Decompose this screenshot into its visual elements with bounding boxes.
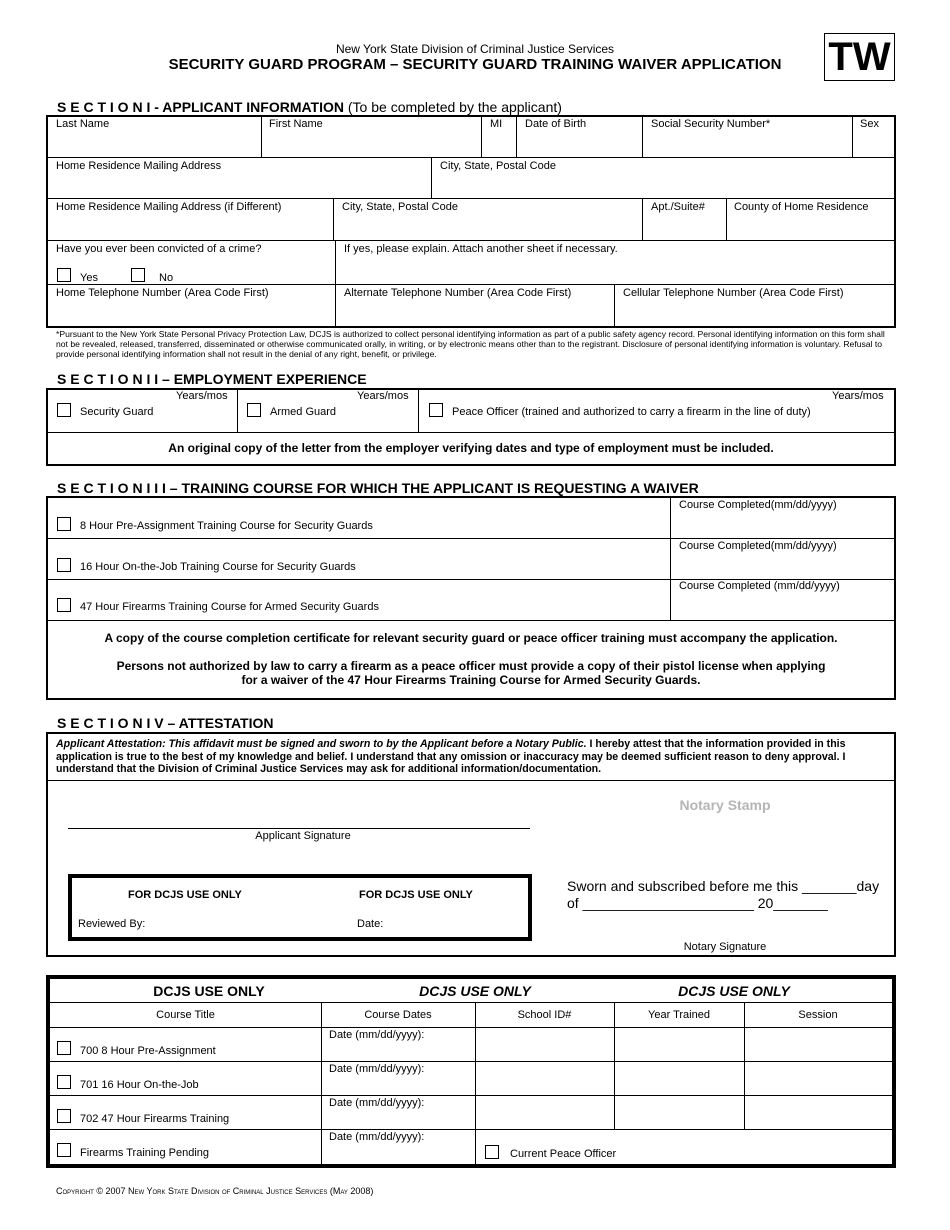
explain-field[interactable]: If yes, please explain. Attach another sheet if necessary. xyxy=(344,243,618,255)
form-code-badge: TW xyxy=(824,33,895,81)
peace-officer-checkbox[interactable] xyxy=(429,403,443,417)
col-session: Session xyxy=(798,1009,838,1021)
security-guard-label: Security Guard xyxy=(80,406,154,418)
years-mos-label: Years/mos xyxy=(357,390,409,402)
section2-heading: S E C T I O N I I – EMPLOYMENT EXPERIENCE xyxy=(57,371,367,387)
course-47hr-checkbox[interactable] xyxy=(57,598,71,612)
form-title: SECURITY GUARD PROGRAM – SECURITY GUARD TRAINING WAIVER APPLICATION xyxy=(168,56,782,73)
divider xyxy=(744,1002,745,1129)
divider xyxy=(614,284,615,327)
current-peace-officer-checkbox[interactable] xyxy=(485,1145,499,1159)
alt-phone-field[interactable]: Alternate Telephone Number (Area Code First) xyxy=(344,287,572,299)
row-700-title: 700 8 Hour Pre-Assignment xyxy=(80,1045,216,1057)
city-state-zip-field[interactable]: City, State, Postal Code xyxy=(440,160,556,172)
col-year-trained: Year Trained xyxy=(648,1009,710,1021)
divider xyxy=(237,389,238,432)
divider xyxy=(431,157,432,198)
divider xyxy=(47,284,895,285)
divider xyxy=(47,157,895,158)
employer-letter-note: An original copy of the letter from the employer verifying dates and type of employment must be included. xyxy=(168,441,774,455)
sex-field[interactable]: Sex xyxy=(860,118,879,130)
divider xyxy=(642,198,643,240)
attestation-text: Applicant Attestation: This affidavit must be signed and sworn to by the Applicant before a Notary Public. I hereby attest that the information provided in this application is true to the best of my knowledge and belief. I understand that any omission or inaccuracy may be deemed sufficient reason to deny approval. I understand that the Division of Criminal Justice Services may ask for additional information/documentation. xyxy=(56,738,846,775)
course-8hr-completed-field[interactable]: Course Completed(mm/dd/yyyy) xyxy=(679,499,837,511)
current-peace-officer-label: Current Peace Officer xyxy=(510,1148,617,1160)
sworn-line-1: Sworn and subscribed before me this _______day xyxy=(567,878,880,894)
convicted-question: Have you ever been convicted of a crime? xyxy=(56,243,262,255)
section1-heading: S E C T I O N I - APPLICANT INFORMATION (To be completed by the applicant) xyxy=(57,99,562,115)
certificate-note: A copy of the course completion certificate for relevant security guard or peace officer training must accompany the application. xyxy=(104,631,838,645)
course-8hr-label: 8 Hour Pre-Assignment Training Course for Security Guards xyxy=(80,520,373,532)
row-701-checkbox[interactable] xyxy=(57,1075,71,1089)
dcjs-use-label-1: FOR DCJS USE ONLY xyxy=(128,889,242,901)
dcjs-table-head-1: DCJS USE ONLY xyxy=(153,983,265,999)
col-course-title: Course Title xyxy=(156,1009,215,1021)
security-guard-checkbox[interactable] xyxy=(57,403,71,417)
cell-phone-field[interactable]: Cellular Telephone Number (Area Code First) xyxy=(623,287,844,299)
row-702-checkbox[interactable] xyxy=(57,1109,71,1123)
divider xyxy=(418,389,419,432)
col-course-dates: Course Dates xyxy=(364,1009,432,1021)
divider xyxy=(50,1095,892,1096)
divider xyxy=(726,198,727,240)
county-field[interactable]: County of Home Residence xyxy=(734,201,869,213)
divider xyxy=(50,1027,892,1028)
no-checkbox[interactable] xyxy=(131,268,145,282)
dob-field[interactable]: Date of Birth xyxy=(525,118,587,130)
col-school-id: School ID# xyxy=(517,1009,572,1021)
divider xyxy=(335,240,336,327)
reviewed-by-field[interactable]: Reviewed By: xyxy=(78,918,146,930)
divider xyxy=(50,1061,892,1062)
course-47hr-completed-field[interactable]: Course Completed (mm/dd/yyyy) xyxy=(679,580,840,592)
copyright: Copyright © 2007 New York State Division of Criminal Justice Services (May 2008) xyxy=(56,1186,374,1196)
divider xyxy=(852,116,853,157)
pistol-license-note: Persons not authorized by law to carry a firearm as a peace officer must provide a copy of their pistol license when applying for a waiver of the 47 Hour Firearms Training Course for Armed Security Guards. xyxy=(116,659,826,687)
row-702-title: 702 47 Hour Firearms Training xyxy=(80,1113,230,1125)
alt-address-field[interactable]: Home Residence Mailing Address (if Different) xyxy=(56,201,282,213)
divider xyxy=(516,116,517,157)
course-8hr-checkbox[interactable] xyxy=(57,517,71,531)
applicant-signature-label: Applicant Signature xyxy=(255,830,351,842)
yes-label: Yes xyxy=(80,272,98,284)
row-700-checkbox[interactable] xyxy=(57,1041,71,1055)
mi-field[interactable]: MI xyxy=(490,118,503,130)
divider xyxy=(321,1002,322,1164)
armed-guard-label: Armed Guard xyxy=(270,406,337,418)
divider xyxy=(481,116,482,157)
agency-name: New York State Division of Criminal Justice Services xyxy=(335,42,615,56)
dcjs-table-head-2: DCJS USE ONLY xyxy=(419,983,531,999)
privacy-note: *Pursuant to the New York State Personal Privacy Protection Law, DCJS is authorized to collect personal identifying information as part of a public safety agency record. Personal identifying information on this form shall not be revealed, released, transferred, disseminated or otherwise communicated orally, in writing, or by electronic means other than to the registrant. Disclosure of personal identifying information is voluntary. Refusal to provide personal identifying information shall not result in the denial of any right, benefit, or privilege. xyxy=(56,329,885,359)
dcjs-table-head-3: DCJS USE ONLY xyxy=(678,983,790,999)
divider xyxy=(475,1002,476,1164)
divider xyxy=(333,198,334,240)
no-label: No xyxy=(159,272,174,284)
last-name-field[interactable]: Last Name xyxy=(56,118,110,130)
signature-line[interactable] xyxy=(68,828,530,829)
date-field[interactable]: Date: xyxy=(357,918,384,930)
row-701-title: 701 16 Hour On-the-Job xyxy=(80,1079,199,1091)
divider xyxy=(642,116,643,157)
years-mos-label: Years/mos xyxy=(176,390,228,402)
course-47hr-label: 47 Hour Firearms Training Course for Armed Security Guards xyxy=(80,601,379,613)
course-16hr-label: 16 Hour On-the-Job Training Course for Security Guards xyxy=(80,561,356,573)
divider xyxy=(47,780,895,781)
dcjs-use-box xyxy=(68,874,532,941)
peace-officer-label: Peace Officer (trained and authorized to carry a firearm in the line of duty) xyxy=(452,406,811,418)
divider xyxy=(47,432,895,433)
row-pending-date[interactable]: Date (mm/dd/yyyy): xyxy=(329,1131,425,1143)
notary-signature-label: Notary Signature xyxy=(683,941,767,953)
divider xyxy=(50,1002,892,1003)
sworn-line-2: of ______________________ 20_______ xyxy=(567,895,828,911)
armed-guard-checkbox[interactable] xyxy=(247,403,261,417)
row-702-date[interactable]: Date (mm/dd/yyyy): xyxy=(329,1097,425,1109)
divider xyxy=(614,1002,615,1129)
home-address-field[interactable]: Home Residence Mailing Address xyxy=(56,160,222,172)
row-701-date[interactable]: Date (mm/dd/yyyy): xyxy=(329,1063,425,1075)
dcjs-table xyxy=(46,975,896,1168)
row-pending-title: Firearms Training Pending xyxy=(80,1147,210,1159)
section4-heading: S E C T I O N I V – ATTESTATION xyxy=(57,715,274,731)
home-phone-field[interactable]: Home Telephone Number (Area Code First) xyxy=(56,287,269,299)
years-mos-label: Years/mos xyxy=(832,390,884,402)
yes-checkbox[interactable] xyxy=(57,268,71,282)
divider xyxy=(47,198,895,199)
first-name-field[interactable]: First Name xyxy=(269,118,323,130)
notary-stamp-label: Notary Stamp xyxy=(679,797,771,813)
apt-suite-field[interactable]: Apt./Suite# xyxy=(651,201,705,213)
divider xyxy=(47,240,895,241)
divider xyxy=(47,620,895,621)
divider xyxy=(670,497,671,620)
divider xyxy=(50,1129,892,1130)
course-16hr-checkbox[interactable] xyxy=(57,558,71,572)
row-700-date[interactable]: Date (mm/dd/yyyy): xyxy=(329,1029,425,1041)
dcjs-use-label-2: FOR DCJS USE ONLY xyxy=(359,889,473,901)
ssn-field[interactable]: Social Security Number* xyxy=(651,118,771,130)
divider xyxy=(47,538,895,539)
divider xyxy=(261,116,262,157)
row-pending-checkbox[interactable] xyxy=(57,1143,71,1157)
course-16hr-completed-field[interactable]: Course Completed(mm/dd/yyyy) xyxy=(679,540,837,552)
section3-heading: S E C T I O N I I I – TRAINING COURSE FOR WHICH THE APPLICANT IS REQUESTING A WAIVER xyxy=(57,480,699,496)
alt-city-state-zip-field[interactable]: City, State, Postal Code xyxy=(342,201,458,213)
